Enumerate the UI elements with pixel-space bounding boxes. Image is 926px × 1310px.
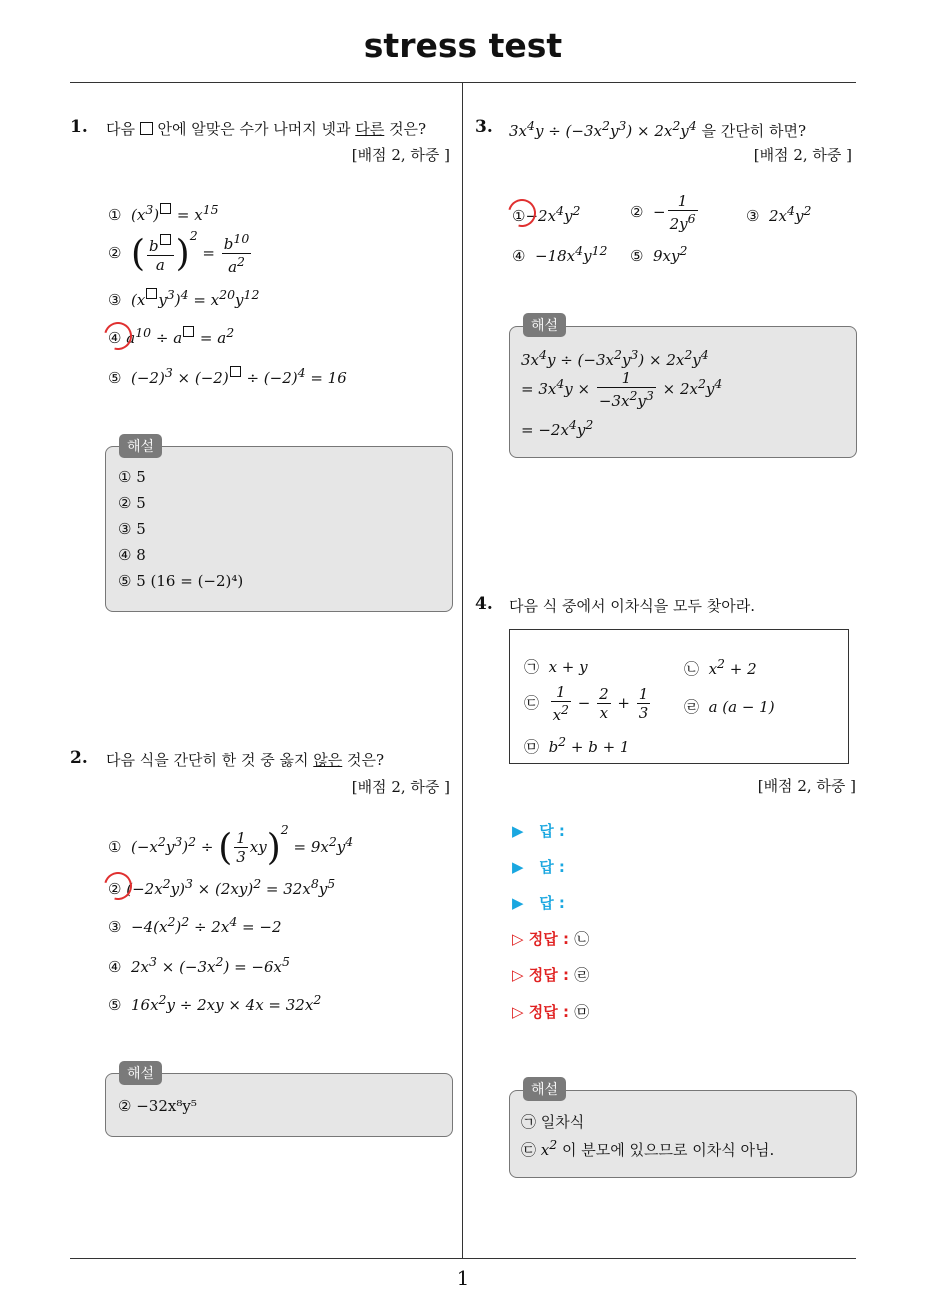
q1-explanation-line: ⑤ 5 (16 = (−2)⁴) — [118, 572, 244, 590]
q2-choice-1[interactable]: ① $(-x^2y^3)^2$ ÷ ( $\frac{1}{3}$ $xy)^2 = 9x^2y^4$ — [108, 822, 354, 869]
q4-option-d: ㉣ a (a − 1) — [684, 698, 775, 716]
q2-number: 2. — [70, 748, 88, 768]
q1-text: 다음 안에 알맞은 수가 나머지 넷과 다른 것은? — [106, 120, 427, 138]
play-arrow-icon: ▶ — [512, 822, 524, 840]
q1-score: [배점 2, 하중 ] — [351, 146, 450, 164]
q3-explanation-tag: 해설 — [523, 313, 566, 337]
correct-answer-3: ▷ 정답 : ㉤ — [512, 1003, 590, 1021]
blank-box-icon — [140, 122, 153, 135]
q4-number: 4. — [475, 594, 493, 614]
q4-option-a: ㉠ x + y — [524, 658, 588, 676]
q2-choice-5[interactable]: ⑤ $16x^2y \div 2xy \times 4x = 32x^2$ — [108, 992, 322, 1014]
outline-arrow-icon: ▷ — [512, 1003, 524, 1021]
selected-answer-mark-icon — [503, 194, 541, 232]
answer-field-2[interactable]: ▶ 답 : — [512, 858, 565, 876]
q1-number: 1. — [70, 117, 88, 137]
column-divider — [462, 83, 463, 1258]
q4-option-c: ㉢ $\frac{1}{x^2}$ − $\frac{2}{x}$ + $\frac{1}{3}$ — [524, 683, 649, 724]
q1-choice-2[interactable]: ② ( $\frac{b}{a}$ )$^2$ = $\frac{b^{10}}{a^2}$ — [108, 228, 250, 276]
q1-explanation-tag: 해설 — [119, 434, 162, 458]
q2-explanation-tag: 해설 — [119, 1061, 162, 1085]
q1-explanation-line: ② 5 — [118, 494, 146, 512]
q1-choice-5[interactable]: ⑤ $(-2)^3 \times (-2) \div (-2)^4 = 16$ — [108, 365, 347, 387]
q3-explanation-line: = $3x^4y$ × $\frac{1}{-3x^2y^3}$ × $2x^2y^4$ — [521, 369, 723, 410]
q4-explanation-line: ㉢ $x^2$ 이 분모에 있으므로 이차식 아님. — [521, 1137, 775, 1159]
selected-answer-mark-icon — [99, 867, 137, 905]
q1-explanation-line: ④ 8 — [118, 546, 146, 564]
q1-explanation-line: ① 5 — [118, 468, 146, 486]
q3-explanation-line: $3x^4y \div (-3x^2y^3) \times 2x^2y^4$ — [521, 347, 709, 369]
selected-answer-mark-icon — [99, 317, 137, 355]
q3-choice-2[interactable]: ② − $\frac{1}{2y^6}$ — [630, 192, 696, 233]
q4-explanation-line: ㉠ 일차식 — [521, 1113, 585, 1131]
q3-choice-3[interactable]: ③ $2x^4y^2$ — [746, 203, 812, 225]
q2-choice-2[interactable]: ② $(-2x^2y)^3 \times (2xy)^2 = 32x^8y^5$ — [108, 876, 336, 898]
q4-option-b: ㉡ $x^2 + 2$ — [684, 656, 757, 678]
page-number: 1 — [456, 1266, 470, 1290]
correct-answer-1: ▷ 정답 : ㉡ — [512, 930, 590, 948]
q3-choice-5[interactable]: ⑤ $9xy^2$ — [630, 243, 688, 265]
play-arrow-icon: ▶ — [512, 858, 524, 876]
q1-explanation-line: ③ 5 — [118, 520, 146, 538]
answer-field-3[interactable]: ▶ 답 : — [512, 894, 565, 912]
play-arrow-icon: ▶ — [512, 894, 524, 912]
q3-choice-4[interactable]: ④ $-18x^4y^{12}$ — [512, 243, 608, 265]
q3-score: [배점 2, 하중 ] — [753, 146, 852, 164]
q2-choice-3[interactable]: ③ $-4(x^2)^2 \div 2x^4 = -2$ — [108, 914, 282, 936]
q1-choice-4[interactable]: ④ $a^{10} \div a = a^2$ — [108, 325, 235, 347]
q4-text: 다음 식 중에서 이차식을 모두 찾아라. — [509, 597, 755, 615]
q4-explanation-tag: 해설 — [523, 1077, 566, 1101]
outline-arrow-icon: ▷ — [512, 930, 524, 948]
answer-field-1[interactable]: ▶ 답 : — [512, 822, 565, 840]
q4-score: [배점 2, 하중 ] — [757, 777, 856, 795]
outline-arrow-icon: ▷ — [512, 966, 524, 984]
q4-option-e: ㉤ $b^2 + b + 1$ — [524, 734, 630, 756]
q4-explanation-box — [509, 1090, 857, 1178]
q1-choice-1[interactable]: ① $(x^3) = x^{15}$ — [108, 202, 219, 224]
footer-rule — [70, 1258, 856, 1259]
correct-answer-2: ▷ 정답 : ㉣ — [512, 966, 590, 984]
page-title: stress test — [363, 26, 563, 65]
q3-explanation-line: = $-2x^4y^2$ — [521, 417, 594, 439]
q1-choice-3[interactable]: ③ (x $y^3)^4 = x^{20}y^{12}$ — [108, 287, 260, 309]
q2-choice-4[interactable]: ④ $2x^3 \times (-3x^2) = -6x^5$ — [108, 954, 290, 976]
q2-score: [배점 2, 하중 ] — [351, 778, 450, 796]
q3-number: 3. — [475, 117, 493, 137]
header-rule — [70, 82, 856, 83]
q2-text: 다음 식을 간단히 한 것 중 옳지 않은 것은? — [106, 751, 385, 769]
q3-choice-1[interactable]: $①-2x^4y^2$ — [512, 203, 581, 225]
q3-text: $3x^4y \div (-3x^2y^3) \times 2x^2y^4$ 을 간단히 하면? — [509, 118, 807, 140]
q2-explanation-line: ② −32x⁸y⁵ — [118, 1097, 197, 1115]
